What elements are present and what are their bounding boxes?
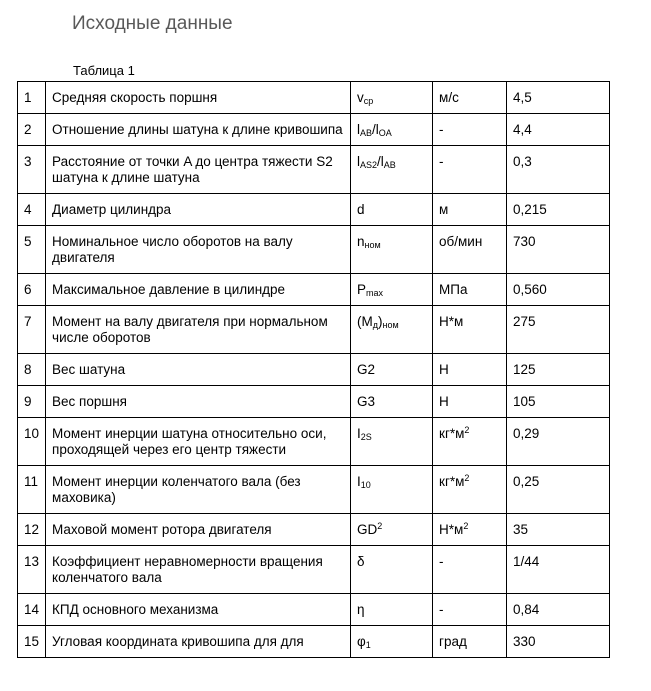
symbol-superscript: 2: [377, 521, 383, 531]
unit-main: Н*м: [439, 522, 464, 537]
unit-superscript: 2: [463, 521, 469, 531]
unit-main: Н*м: [439, 314, 464, 329]
symbol-part: /l: [377, 154, 384, 169]
row-value: 0,3: [507, 146, 610, 194]
symbol-subscript: 2S: [360, 432, 372, 442]
page-title: Исходные данные: [72, 13, 233, 34]
unit-main: -: [439, 122, 444, 137]
symbol-subscript-2: AB: [383, 160, 396, 170]
row-number: 9: [18, 386, 46, 418]
row-symbol: [351, 274, 433, 306]
table-row: [18, 194, 610, 226]
row-value: 35: [507, 514, 610, 546]
row-description: Отношение длины шатуна к длине кривошипа: [46, 114, 351, 146]
table-row: [18, 418, 610, 466]
row-symbol: [351, 82, 433, 114]
unit-main: Н: [439, 394, 449, 409]
row-unit: [433, 146, 507, 194]
parameters-table: [17, 81, 610, 658]
symbol-subscript: ном: [364, 240, 381, 250]
row-description: Момент на валу двигателя при нормальном числе оборотов: [46, 306, 351, 354]
row-number: 10: [18, 418, 46, 466]
symbol-subscript: 10: [360, 480, 371, 490]
symbol-subscript: 1: [365, 640, 371, 650]
table-row: [18, 626, 610, 658]
row-symbol: [351, 226, 433, 274]
row-unit: [433, 226, 507, 274]
row-symbol: [351, 594, 433, 626]
row-value: 0,84: [507, 594, 610, 626]
symbol-main: P: [357, 282, 367, 297]
row-number: 14: [18, 594, 46, 626]
row-number: 4: [18, 194, 46, 226]
symbol-subscript-2: OA: [378, 128, 392, 138]
row-value: 4,4: [507, 114, 610, 146]
row-number: 15: [18, 626, 46, 658]
symbol-main: v: [357, 90, 364, 105]
row-symbol: [351, 354, 433, 386]
symbol-subscript: AS2: [360, 160, 378, 170]
symbol-subscript: AB: [360, 128, 373, 138]
symbol-main: G3: [357, 394, 376, 409]
row-description: Расстояние от точки A до центра тяжести S2 шатуна к длине шатуна: [46, 146, 351, 194]
unit-main: м/с: [439, 90, 459, 105]
row-description: Угловая координата кривошипа для для: [46, 626, 351, 658]
unit-main: кг*м: [439, 474, 465, 489]
row-unit: [433, 194, 507, 226]
row-number: 11: [18, 466, 46, 514]
symbol-subscript: max: [366, 288, 384, 298]
table-row: [18, 114, 610, 146]
row-unit: [433, 274, 507, 306]
table-row: [18, 514, 610, 546]
row-value: 0,29: [507, 418, 610, 466]
row-description: КПД основного механизма: [46, 594, 351, 626]
table-row: [18, 354, 610, 386]
symbol-main: δ: [357, 554, 365, 569]
row-unit: [433, 306, 507, 354]
row-unit: [433, 114, 507, 146]
symbol-main: G2: [357, 362, 376, 377]
row-unit: [433, 418, 507, 466]
symbol-main: φ: [357, 634, 366, 649]
symbol-main: l: [357, 154, 361, 169]
unit-main: -: [439, 602, 444, 617]
row-number: 13: [18, 546, 46, 594]
row-unit: [433, 514, 507, 546]
row-description: Вес поршня: [46, 386, 351, 418]
row-value: 275: [507, 306, 610, 354]
row-unit: [433, 594, 507, 626]
symbol-part: /l: [372, 122, 379, 137]
row-unit: [433, 354, 507, 386]
table-caption: Таблица 1: [73, 63, 135, 78]
symbol-main: I: [357, 474, 361, 489]
row-value: 105: [507, 386, 610, 418]
symbol-subscript: д: [372, 320, 379, 330]
row-value: 4,5: [507, 82, 610, 114]
row-value: 125: [507, 354, 610, 386]
row-unit: [433, 546, 507, 594]
row-symbol: [351, 514, 433, 546]
row-number: 2: [18, 114, 46, 146]
unit-main: -: [439, 554, 444, 569]
row-symbol: [351, 194, 433, 226]
row-value: 0,215: [507, 194, 610, 226]
row-description: Диаметр цилиндра: [46, 194, 351, 226]
symbol-main: η: [357, 602, 365, 617]
unit-main: об/мин: [439, 234, 483, 249]
table-row: [18, 594, 610, 626]
unit-main: МПа: [439, 282, 468, 297]
row-value: 730: [507, 226, 610, 274]
row-symbol: [351, 146, 433, 194]
symbol-main: (M: [357, 314, 373, 329]
unit-main: -: [439, 154, 444, 169]
row-number: 3: [18, 146, 46, 194]
table-row: [18, 386, 610, 418]
row-unit: [433, 626, 507, 658]
symbol-main: I: [357, 426, 361, 441]
row-number: 8: [18, 354, 46, 386]
row-value: 330: [507, 626, 610, 658]
row-description: Вес шатуна: [46, 354, 351, 386]
unit-main: кг*м: [439, 426, 465, 441]
row-number: 1: [18, 82, 46, 114]
row-unit: [433, 82, 507, 114]
row-description: Маховой момент ротора двигателя: [46, 514, 351, 546]
table-row: [18, 226, 610, 274]
table-row: [18, 146, 610, 194]
row-symbol: [351, 546, 433, 594]
row-symbol: [351, 626, 433, 658]
row-description: Максимальное давление в цилиндре: [46, 274, 351, 306]
table-body: [18, 82, 610, 658]
table-row: [18, 274, 610, 306]
unit-superscript: 2: [464, 425, 470, 435]
unit-main: Н: [439, 362, 449, 377]
table-row: [18, 466, 610, 514]
row-symbol: [351, 466, 433, 514]
symbol-main: d: [357, 202, 365, 217]
symbol-main: l: [357, 122, 361, 137]
row-unit: [433, 466, 507, 514]
row-value: 1/44: [507, 546, 610, 594]
symbol-main: GD: [357, 522, 378, 537]
row-description: Момент инерции коленчатого вала (без маховика): [46, 466, 351, 514]
row-number: 5: [18, 226, 46, 274]
row-symbol: [351, 418, 433, 466]
table-row: [18, 306, 610, 354]
table-row: [18, 546, 610, 594]
row-number: 7: [18, 306, 46, 354]
row-number: 12: [18, 514, 46, 546]
unit-main: м: [439, 202, 449, 217]
unit-superscript: 2: [464, 473, 470, 483]
row-description: Номинальное число оборотов на валу двигателя: [46, 226, 351, 274]
row-symbol: [351, 306, 433, 354]
row-unit: [433, 386, 507, 418]
symbol-main: n: [357, 234, 365, 249]
symbol-subscript-2: ном: [382, 320, 399, 330]
row-description: Коэффициент неравномерности вращения коленчатого вала: [46, 546, 351, 594]
row-symbol: [351, 114, 433, 146]
symbol-part: ): [378, 314, 383, 329]
row-symbol: [351, 386, 433, 418]
row-value: 0,560: [507, 274, 610, 306]
unit-main: град: [439, 634, 467, 649]
row-description: Момент инерции шатуна относительно оси, проходящей через его центр тяжести: [46, 418, 351, 466]
row-value: 0,25: [507, 466, 610, 514]
row-number: 6: [18, 274, 46, 306]
symbol-subscript: cp: [363, 96, 374, 106]
table-row: [18, 82, 610, 114]
row-description: Средняя скорость поршня: [46, 82, 351, 114]
